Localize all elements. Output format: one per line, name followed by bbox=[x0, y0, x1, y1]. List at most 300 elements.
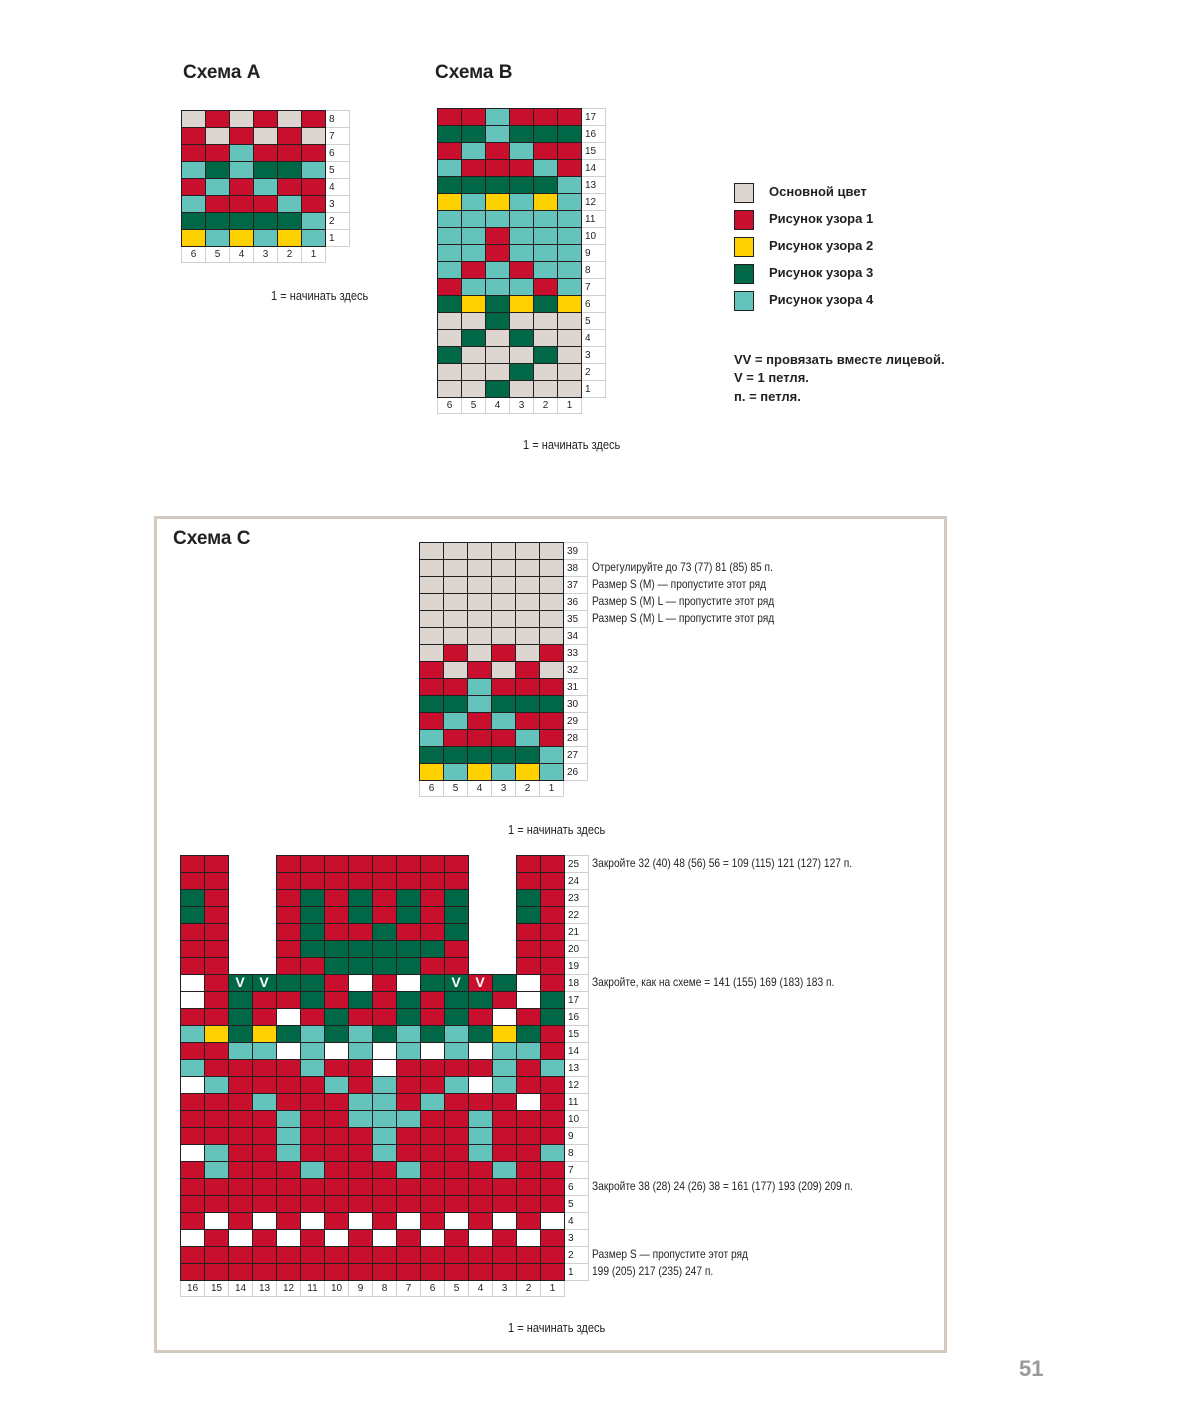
stitch-cell bbox=[444, 1212, 469, 1230]
stitch-cell bbox=[300, 1042, 325, 1060]
stitch-cell bbox=[485, 295, 510, 313]
stitch-cell bbox=[372, 940, 397, 958]
column-number: 4 bbox=[229, 247, 254, 263]
stitch-cell bbox=[444, 1008, 469, 1026]
stitch-cell bbox=[516, 1195, 541, 1213]
column-number: 2 bbox=[516, 1281, 541, 1297]
stitch-cell bbox=[491, 559, 516, 577]
stitch-cell bbox=[540, 991, 565, 1009]
stitch-cell bbox=[301, 212, 326, 230]
stitch-cell bbox=[461, 329, 486, 347]
stitch-cell bbox=[516, 1059, 541, 1077]
stitch-cell bbox=[420, 1144, 445, 1162]
stitch-cell bbox=[509, 312, 534, 330]
stitch-cell bbox=[443, 661, 468, 679]
stitch-cell bbox=[509, 380, 534, 398]
stitch-cell bbox=[204, 1008, 229, 1026]
stitch-cell bbox=[420, 889, 445, 907]
stitch-cell bbox=[300, 889, 325, 907]
stitch-cell bbox=[509, 329, 534, 347]
row-number: 13 bbox=[565, 1059, 589, 1077]
stitch-cell bbox=[300, 1025, 325, 1043]
stitch-cell bbox=[324, 1042, 349, 1060]
column-number: 2 bbox=[277, 247, 302, 263]
stitch-cell bbox=[300, 1212, 325, 1230]
stitch-cell bbox=[396, 1059, 421, 1077]
row-number: 14 bbox=[565, 1042, 589, 1060]
stitch-cell bbox=[396, 1110, 421, 1128]
stitch-cell bbox=[253, 110, 278, 128]
stitch-cell bbox=[180, 1042, 205, 1060]
stitch-cell bbox=[204, 1195, 229, 1213]
stitch-cell bbox=[180, 1093, 205, 1111]
row-number: 15 bbox=[565, 1025, 589, 1043]
stitch-cell bbox=[229, 178, 254, 196]
stitch-cell bbox=[324, 1076, 349, 1094]
stitch-cell bbox=[461, 244, 486, 262]
row-number: 8 bbox=[582, 261, 606, 279]
stitch-cell bbox=[300, 923, 325, 941]
stitch-cell bbox=[324, 872, 349, 890]
column-number: 16 bbox=[180, 1281, 205, 1297]
stitch-cell bbox=[533, 193, 558, 211]
stitch-cell bbox=[492, 1144, 517, 1162]
stitch-cell bbox=[396, 1195, 421, 1213]
stitch-cell bbox=[396, 1178, 421, 1196]
stitch-cell bbox=[348, 923, 373, 941]
stitch-cell bbox=[515, 610, 540, 628]
stitch-cell bbox=[420, 991, 445, 1009]
stitch-cell bbox=[468, 1212, 493, 1230]
stitch-cell bbox=[396, 872, 421, 890]
chart-b-start-note: 1 = начинать здесь bbox=[523, 437, 621, 452]
column-number: 2 bbox=[533, 398, 558, 414]
stitch-cell bbox=[437, 227, 462, 245]
stitch-cell bbox=[539, 729, 564, 747]
stitch-cell bbox=[228, 1008, 253, 1026]
stitch-cell bbox=[444, 1161, 469, 1179]
stitch-cell bbox=[515, 695, 540, 713]
stitch-cell bbox=[396, 991, 421, 1009]
stitch-cell bbox=[443, 542, 468, 560]
stitch-cell bbox=[461, 125, 486, 143]
stitch-cell bbox=[509, 278, 534, 296]
stitch-cell bbox=[372, 1229, 397, 1247]
stitch-cell bbox=[515, 644, 540, 662]
stitch-cell bbox=[180, 1110, 205, 1128]
stitch-cell bbox=[539, 627, 564, 645]
row-note: Закройте, как на схеме = 141 (155) 169 (183) 183 п. bbox=[592, 975, 835, 989]
stitch-cell bbox=[516, 855, 541, 873]
stitch-cell bbox=[204, 1042, 229, 1060]
stitch-cell bbox=[396, 1161, 421, 1179]
stitch-cell bbox=[461, 346, 486, 364]
stitch-cell bbox=[419, 644, 444, 662]
stitch-cell bbox=[540, 1246, 565, 1264]
stitch-cell bbox=[396, 1144, 421, 1162]
stitch-cell bbox=[205, 195, 230, 213]
stitch-cell bbox=[229, 212, 254, 230]
stitch-cell bbox=[300, 1059, 325, 1077]
stitch-cell bbox=[372, 906, 397, 924]
stitch-cell bbox=[277, 229, 302, 247]
stitch-cell bbox=[300, 957, 325, 975]
stitch-cell bbox=[540, 974, 565, 992]
stitch-cell bbox=[468, 1042, 493, 1060]
stitch-cell bbox=[467, 627, 492, 645]
stitch-cell bbox=[324, 1144, 349, 1162]
stitch-cell bbox=[516, 1212, 541, 1230]
stitch-cell bbox=[540, 872, 565, 890]
stitch-cell bbox=[228, 1195, 253, 1213]
column-number: 10 bbox=[324, 1281, 349, 1297]
stitch-cell bbox=[444, 940, 469, 958]
stitch-cell bbox=[204, 1025, 229, 1043]
stitch-cell bbox=[515, 559, 540, 577]
stitch-cell bbox=[324, 1093, 349, 1111]
column-number: 1 bbox=[539, 781, 564, 797]
stitch-cell bbox=[228, 1059, 253, 1077]
stitch-cell bbox=[516, 872, 541, 890]
row-number: 7 bbox=[326, 127, 350, 145]
stitch-cell bbox=[205, 161, 230, 179]
stitch-cell bbox=[485, 380, 510, 398]
column-number: 3 bbox=[509, 398, 534, 414]
row-number: 2 bbox=[582, 363, 606, 381]
stitch-cell bbox=[539, 559, 564, 577]
stitch-cell bbox=[181, 212, 206, 230]
stitch-cell bbox=[324, 1059, 349, 1077]
stitch-cell bbox=[276, 957, 301, 975]
stitch-cell bbox=[180, 1161, 205, 1179]
stitch-cell bbox=[204, 940, 229, 958]
stitch-cell bbox=[419, 729, 444, 747]
stitch-cell bbox=[204, 923, 229, 941]
stitch-cell bbox=[229, 110, 254, 128]
stitch-cell bbox=[467, 610, 492, 628]
row-number: 6 bbox=[326, 144, 350, 162]
stitch-cell bbox=[348, 1093, 373, 1111]
stitch-cell bbox=[557, 261, 582, 279]
stitch-cell bbox=[468, 1008, 493, 1026]
stitch-cell bbox=[181, 195, 206, 213]
stitch-cell bbox=[540, 957, 565, 975]
stitch-cell bbox=[557, 295, 582, 313]
stitch-cell bbox=[228, 1246, 253, 1264]
row-number: 19 bbox=[565, 957, 589, 975]
stitch-cell bbox=[348, 1144, 373, 1162]
stitch-cell bbox=[461, 176, 486, 194]
stitch-cell bbox=[467, 593, 492, 611]
column-number: 3 bbox=[492, 1281, 517, 1297]
stitch-cell bbox=[540, 1076, 565, 1094]
stitch-cell bbox=[443, 712, 468, 730]
stitch-cell bbox=[180, 872, 205, 890]
column-number: 6 bbox=[420, 1281, 445, 1297]
stitch-cell bbox=[540, 1110, 565, 1128]
stitch-cell bbox=[539, 644, 564, 662]
stitch-cell bbox=[372, 1127, 397, 1145]
stitch-cell bbox=[301, 127, 326, 145]
stitch-cell bbox=[515, 542, 540, 560]
stitch-cell bbox=[276, 1178, 301, 1196]
stitch-cell bbox=[533, 380, 558, 398]
stitch-cell bbox=[181, 127, 206, 145]
column-number: 5 bbox=[461, 398, 486, 414]
stitch-cell bbox=[180, 889, 205, 907]
stitch-cell bbox=[396, 957, 421, 975]
stitch-cell bbox=[300, 1229, 325, 1247]
stitch-cell bbox=[516, 1110, 541, 1128]
stitch-cell bbox=[276, 855, 301, 873]
stitch-cell bbox=[420, 855, 445, 873]
stitch-cell bbox=[539, 661, 564, 679]
stitch-cell bbox=[252, 1059, 277, 1077]
row-note: Размер S — пропустите этот ряд bbox=[592, 1247, 749, 1261]
stitch-cell bbox=[444, 1093, 469, 1111]
stitch-cell bbox=[516, 1025, 541, 1043]
stitch-cell bbox=[419, 661, 444, 679]
stitch-cell bbox=[540, 1008, 565, 1026]
stitch-cell bbox=[437, 363, 462, 381]
stitch-cell bbox=[180, 1178, 205, 1196]
row-number: 9 bbox=[565, 1127, 589, 1145]
stitch-cell bbox=[348, 872, 373, 890]
stitch-cell bbox=[204, 1229, 229, 1247]
stitch-cell bbox=[204, 1110, 229, 1128]
column-number: 8 bbox=[372, 1281, 397, 1297]
stitch-cell bbox=[516, 1263, 541, 1281]
stitch-cell bbox=[491, 576, 516, 594]
stitch-cell bbox=[204, 1093, 229, 1111]
stitch-cell bbox=[444, 855, 469, 873]
row-number: 29 bbox=[564, 712, 588, 730]
row-number: 39 bbox=[564, 542, 588, 560]
stitch-cell bbox=[461, 295, 486, 313]
stitch-cell bbox=[516, 991, 541, 1009]
stitch-cell bbox=[540, 889, 565, 907]
stitch-cell bbox=[485, 261, 510, 279]
row-number: 32 bbox=[564, 661, 588, 679]
row-number: 4 bbox=[582, 329, 606, 347]
stitch-cell bbox=[437, 125, 462, 143]
stitch-cell bbox=[276, 1093, 301, 1111]
stitch-cell bbox=[468, 1127, 493, 1145]
stitch-cell bbox=[348, 1246, 373, 1264]
stitch-cell bbox=[491, 593, 516, 611]
stitch-cell bbox=[205, 110, 230, 128]
stitch-cell bbox=[515, 627, 540, 645]
stitch-cell bbox=[396, 906, 421, 924]
stitch-cell bbox=[348, 889, 373, 907]
stitch-cell bbox=[348, 1110, 373, 1128]
stitch-cell bbox=[419, 712, 444, 730]
row-number: 35 bbox=[564, 610, 588, 628]
stitch-cell bbox=[396, 1212, 421, 1230]
stitch-cell bbox=[533, 295, 558, 313]
stitch-cell bbox=[443, 559, 468, 577]
stitch-cell bbox=[204, 1161, 229, 1179]
stitch-cell bbox=[372, 1246, 397, 1264]
column-number: 11 bbox=[300, 1281, 325, 1297]
stitch-cell bbox=[228, 1076, 253, 1094]
stitch-cell bbox=[437, 176, 462, 194]
stitch-cell bbox=[540, 1178, 565, 1196]
stitch-cell bbox=[324, 1212, 349, 1230]
stitch-cell bbox=[180, 957, 205, 975]
stitch-cell bbox=[205, 178, 230, 196]
stitch-cell bbox=[557, 244, 582, 262]
row-number: 23 bbox=[565, 889, 589, 907]
stitch-cell bbox=[301, 178, 326, 196]
legend-label: Основной цвет bbox=[769, 184, 867, 199]
stitch-cell bbox=[372, 1144, 397, 1162]
stitch-cell bbox=[276, 1263, 301, 1281]
stitch-cell bbox=[533, 210, 558, 228]
stitch-cell bbox=[557, 363, 582, 381]
stitch-cell bbox=[539, 610, 564, 628]
stitch-cell bbox=[301, 229, 326, 247]
stitch-cell bbox=[420, 1008, 445, 1026]
stitch-cell bbox=[372, 1178, 397, 1196]
stitch-cell bbox=[253, 229, 278, 247]
stitch-cell bbox=[277, 127, 302, 145]
stitch-cell bbox=[277, 212, 302, 230]
stitch-cell bbox=[515, 576, 540, 594]
stitch-cell bbox=[204, 1263, 229, 1281]
stitch-cell bbox=[181, 110, 206, 128]
stitch-cell bbox=[420, 1110, 445, 1128]
stitch-cell bbox=[420, 1127, 445, 1145]
stitch-cell bbox=[324, 1025, 349, 1043]
stitch-cell bbox=[252, 1144, 277, 1162]
stitch-cell bbox=[348, 1127, 373, 1145]
stitch-cell bbox=[516, 1042, 541, 1060]
stitch-cell bbox=[419, 576, 444, 594]
stitch-cell bbox=[516, 957, 541, 975]
stitch-cell bbox=[180, 1059, 205, 1077]
stitch-cell bbox=[204, 1076, 229, 1094]
row-number: 34 bbox=[564, 627, 588, 645]
stitch-cell bbox=[228, 1093, 253, 1111]
stitch-cell bbox=[228, 1161, 253, 1179]
stitch-cell bbox=[509, 261, 534, 279]
stitch-cell bbox=[516, 1127, 541, 1145]
stitch-cell bbox=[420, 1059, 445, 1077]
stitch-cell bbox=[180, 974, 205, 992]
stitch-cell bbox=[509, 108, 534, 126]
stitch-cell bbox=[181, 161, 206, 179]
legend-swatch-pattern-1 bbox=[734, 210, 754, 230]
legend-label: Рисунок узора 1 bbox=[769, 211, 874, 226]
stitch-cell bbox=[485, 227, 510, 245]
stitch-cell bbox=[204, 906, 229, 924]
row-number: 3 bbox=[326, 195, 350, 213]
stitch-cell bbox=[277, 110, 302, 128]
stitch-cell bbox=[444, 889, 469, 907]
stitch-cell bbox=[252, 1229, 277, 1247]
stitch-cell bbox=[228, 1178, 253, 1196]
stitch-cell bbox=[348, 906, 373, 924]
stitch-cell bbox=[444, 1110, 469, 1128]
stitch-cell bbox=[204, 1178, 229, 1196]
stitch-cell bbox=[348, 957, 373, 975]
stitch-cell bbox=[468, 1178, 493, 1196]
stitch-cell bbox=[324, 1229, 349, 1247]
stitch-cell bbox=[516, 1178, 541, 1196]
stitch-cell bbox=[485, 142, 510, 160]
row-number: 4 bbox=[565, 1212, 589, 1230]
stitch-cell bbox=[540, 1025, 565, 1043]
stitch-cell bbox=[252, 1178, 277, 1196]
stitch-cell bbox=[276, 1161, 301, 1179]
row-number: 6 bbox=[565, 1178, 589, 1196]
stitch-cell bbox=[509, 193, 534, 211]
stitch-cell bbox=[539, 746, 564, 764]
stitch-cell bbox=[539, 576, 564, 594]
legend-label: Рисунок узора 3 bbox=[769, 265, 874, 280]
stitch-cell bbox=[419, 746, 444, 764]
column-number: 4 bbox=[468, 1281, 493, 1297]
stitch-cell bbox=[437, 312, 462, 330]
row-number: 3 bbox=[582, 346, 606, 364]
stitch-cell bbox=[228, 1127, 253, 1145]
stitch-cell bbox=[420, 923, 445, 941]
stitch-cell bbox=[533, 108, 558, 126]
stitch-cell bbox=[180, 1076, 205, 1094]
stitch-cell bbox=[443, 746, 468, 764]
stitch-cell bbox=[372, 1042, 397, 1060]
stitch-cell bbox=[533, 363, 558, 381]
row-note: Закройте 38 (28) 24 (26) 38 = 161 (177) 193 (209) 209 п. bbox=[592, 1179, 853, 1193]
stitch-cell bbox=[300, 1076, 325, 1094]
stitch-cell bbox=[485, 312, 510, 330]
stitch-cell bbox=[228, 1144, 253, 1162]
stitch-cell bbox=[419, 610, 444, 628]
column-number: 4 bbox=[485, 398, 510, 414]
stitch-cell bbox=[491, 695, 516, 713]
stitch-cell bbox=[509, 244, 534, 262]
stitch-cell bbox=[348, 940, 373, 958]
stitch-cell bbox=[540, 855, 565, 873]
stitch-cell bbox=[516, 1144, 541, 1162]
stitch-cell bbox=[492, 991, 517, 1009]
stitch-cell bbox=[557, 329, 582, 347]
stitch-cell bbox=[491, 678, 516, 696]
column-number: 5 bbox=[443, 781, 468, 797]
stitch-cell bbox=[444, 1127, 469, 1145]
stitch-cell bbox=[396, 1263, 421, 1281]
stitch-cell bbox=[485, 210, 510, 228]
abbreviation-v: V = 1 петля. bbox=[734, 370, 809, 385]
row-number: 16 bbox=[582, 125, 606, 143]
stitch-cell bbox=[461, 142, 486, 160]
stitch-cell bbox=[557, 278, 582, 296]
stitch-cell bbox=[276, 906, 301, 924]
stitch-cell bbox=[468, 1076, 493, 1094]
stitch-cell bbox=[348, 855, 373, 873]
column-number: 15 bbox=[204, 1281, 229, 1297]
stitch-cell bbox=[300, 1144, 325, 1162]
row-number: 26 bbox=[564, 763, 588, 781]
row-number: 38 bbox=[564, 559, 588, 577]
stitch-cell bbox=[468, 1195, 493, 1213]
stitch-cell bbox=[420, 1263, 445, 1281]
stitch-cell bbox=[467, 729, 492, 747]
stitch-cell bbox=[204, 1246, 229, 1264]
stitch-cell bbox=[253, 178, 278, 196]
row-number: 15 bbox=[582, 142, 606, 160]
